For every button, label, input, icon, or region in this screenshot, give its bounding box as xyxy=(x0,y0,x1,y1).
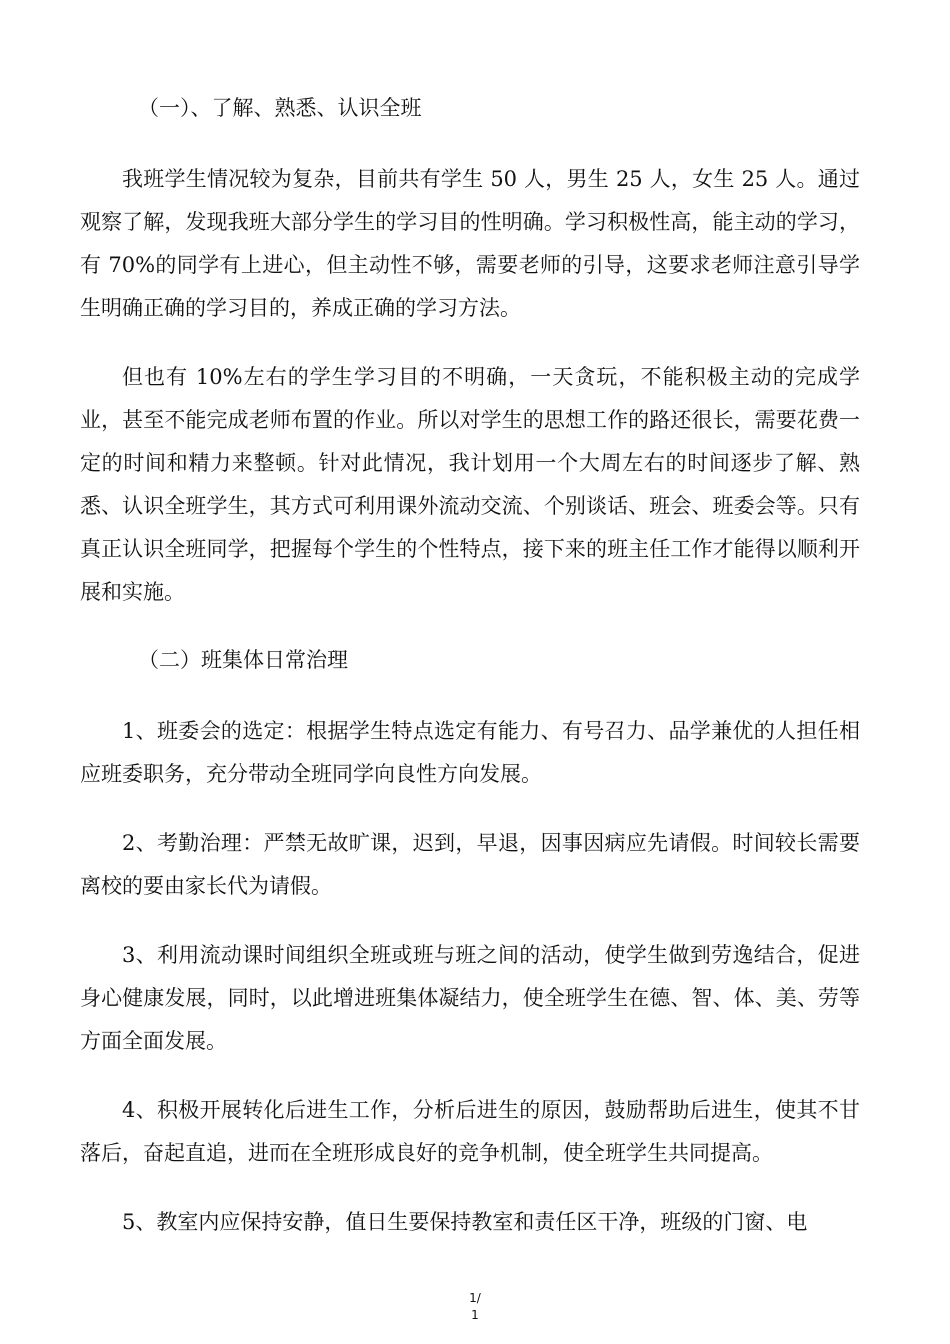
list-item: 5、教室内应保持安静，值日生要保持教室和责任区干净，班级的门窗、电 xyxy=(122,1210,808,1234)
section-heading-2: （二）班集体日常治理 xyxy=(138,648,348,672)
list-item: 2、考勤治理：严禁无故旷课，迟到，早退，因事因病应先请假。时间较长需要离校的要由家长代为请假。 xyxy=(80,831,860,898)
page-number-line2: 1 xyxy=(471,1308,479,1322)
list-item: 4、积极开展转化后进生工作，分析后进生的原因，鼓励帮助后进生，使其不甘落后，奋起直追，进而在全班形成良好的竞争机制，使全班学生共同提高。 xyxy=(80,1098,860,1165)
paragraph: 但也有 10%左右的学生学习目的不明确，一天贪玩，不能积极主动的完成学业，甚至不能完成老师布置的作业。所以对学生的思想工作的路还很长，需要花费一定的时间和精力来整顿。针对此情况，我计划用一个大周左右的时间逐步了解、熟悉、认识全班学生，其方式可利用课外流动交流、个别谈话、班会、班委会等。只有真正认识全班同学，把握每个学生的个性特点，接下来的班主任工作才能得以顺利开展和实施。 xyxy=(80,365,860,604)
page-number-line1: 1/ xyxy=(469,1291,481,1305)
page-number xyxy=(0,1290,950,1324)
document-page xyxy=(80,88,860,1270)
paragraph: 我班学生情况较为复杂，目前共有学生 50 人，男生 25 人，女生 25 人。通过观察了解，发现我班大部分学生的学习目的性明确。学习积极性高，能主动的学习，有 70%的同学有上进心，但主动性不够，需要老师的引导，这要求老师注意引导学生明确正确的学习目的，养成正确的学习方法。 xyxy=(80,167,860,320)
section-heading-1: （一）、了解、熟悉、认识全班 xyxy=(138,96,422,120)
list-item: 1、班委会的选定：根据学生特点选定有能力、有号召力、品学兼优的人担任相应班委职务，充分带动全班同学向良性方向发展。 xyxy=(80,719,860,786)
list-item: 3、利用流动课时间组织全班或班与班之间的活动，使学生做到劳逸结合，促进身心健康发展，同时，以此增进班集体凝结力，使全班学生在德、智、体、美、劳等方面全面发展。 xyxy=(80,943,860,1053)
